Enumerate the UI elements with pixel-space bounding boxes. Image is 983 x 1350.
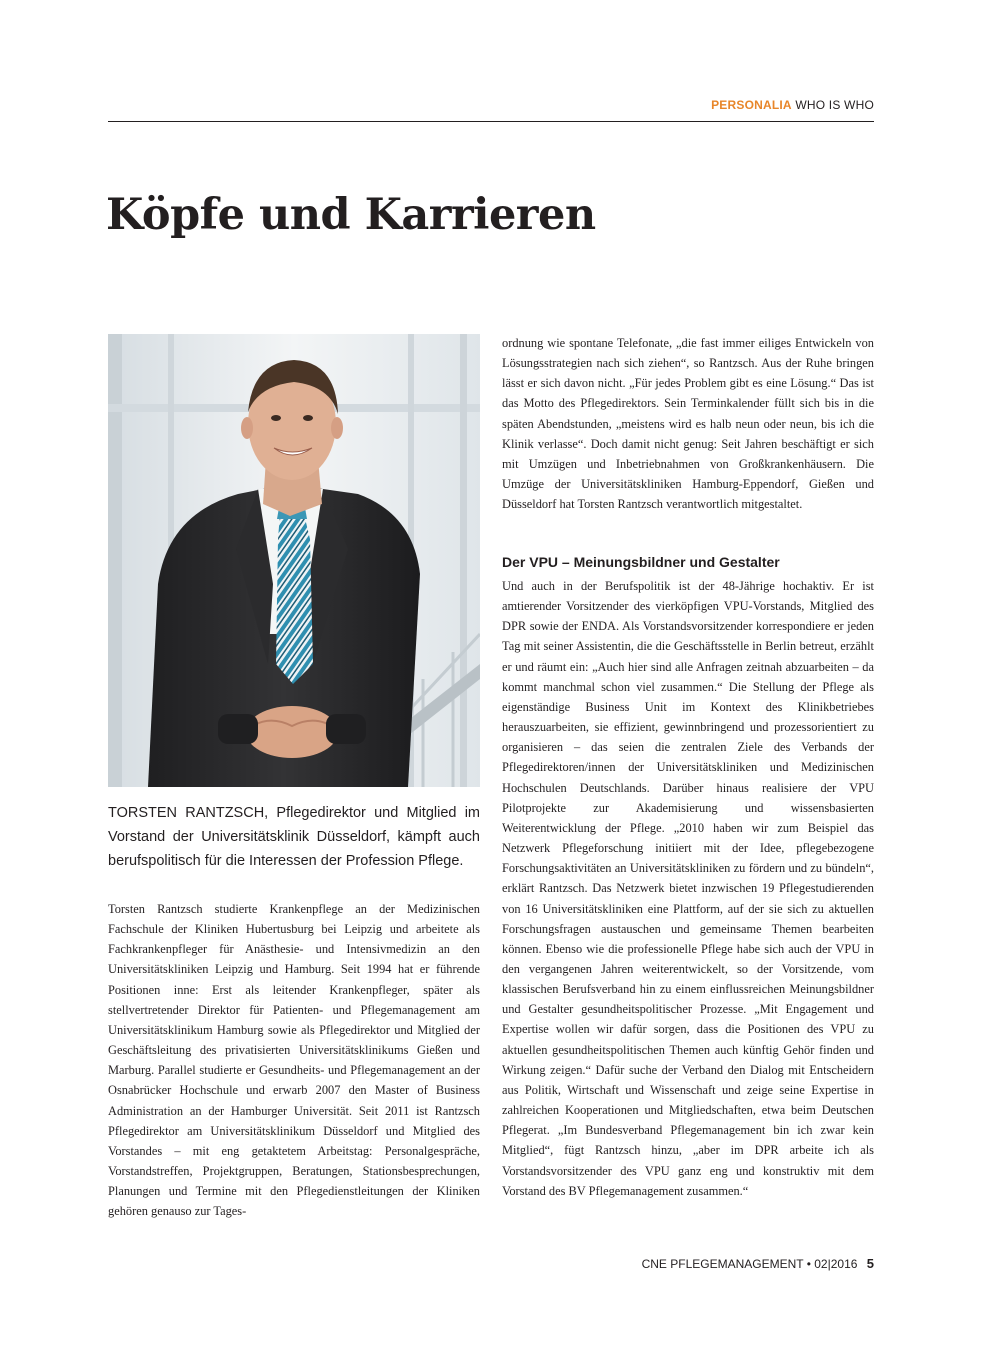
article-body-left	[108, 899, 480, 1222]
section-subheading: Der VPU – Meinungsbildner und Gestalter	[502, 554, 780, 570]
header-rule	[108, 121, 874, 122]
paragraph: Und auch in der Berufspolitik ist der 48-Jährige hochaktiv. Er ist amtierender Vorsitzender des vierköpfigen VPU-Vorstands, Mitglied des DPR sowie der ENDA. Als Vorstandsvorsitzender korrespondiere er jeden Tag mit seiner Assistentin, die die Geschäftsstelle in Berlin betreut, erzählt er und räumt ein: „Auch hier sind alle Anfragen zeitnah abzuarbeiten – da kommt manchmal schon viel zusammen.“ Die Stellung der Pflege als eigenständige Business Unit im Kontext des Klinikbetriebes herauszuarbeiten, sie effizient, gewinnbringend und prozessorientiert zu organisieren – das seien die zentralen Ziele des Verbands der Pflegedirektoren/innen der Universitätskliniken und Medizinischen Hochschulen Deutschlands. Darüber hinaus realisiere der VPU Pilotprojekte zur Akademisierung und wissensbasierten Weiterentwicklung der Pflege. „2010 haben wir zum Beispiel das Netzwerk Pflegeforschung initiiert mit der Idee, pflegebezogene Forschungsaktivitäten an Universitätskliniken zu fördern und zu bündeln“, erklärt Rantzsch. Das Netzwerk bietet inzwischen 19 Pflegestudierenden von 16 Universitätskliniken eine Plattform, auf der sie sich zu aktuellen Forschungsfragen austauschen und gemeinsame Themen bearbeiten können. Ebenso wie die professionelle Pflege habe sich auch der VPU in den vergangenen Jahren weiterentwickelt, so der Vorsitzende, vom klassischen Berufsverband hin zu einem einflussreichen Meinungsbildner und Gestalter gesundheitspolitischer Prozesse. „Mit Engagement und Expertise wollen wir dafür sorgen, dass die Positionen des VPU zu aktuellen gesundheitspolitischen Themen auch künftig Gehör finden und Wirkung zeigen.“ Dafür suche der Verband den Dialog mit Entscheidern aus Politik, Wirtschaft und Wissenschaft und zeige seine Expertise in zahlreichen Kooperationen und Mitgliedschaften, etwa beim Deutschen Pflegerat. „Im Bundesverband Pflegemanagement bin ich zwar kein Mitglied“, fügt Rantzsch hinzu, „aber im DPR arbeite ich als Vorstandsvorsitzender des VPU ganz eng und konstruktiv mit dem Vorstand des BV Pflegemanagement zusammen.“	[502, 579, 874, 1198]
paragraph: Torsten Rantzsch studierte Krankenpflege an der Medizinischen Fachschule der Kliniken Hubertusburg bei Leipzig und arbeitete als Fachkrankenpfleger für Anästhesie- und Intensivmedizin an den Universitätskliniken Leipzig und Hamburg. Seit 1994 hat er führende Positionen inne: Erst als leitender Krankenpfleger, später als stellvertretender Direktor für Patienten- und Pflegemanagement am Universitätsklinikum Hamburg sowie als Pflegedirektor und Mitglied der Geschäftsleitung des privatisierten Universitätsklinikums Gießen und Marburg. Parallel studierte er Gesundheits- und Pflegemanagement an der Osnabrücker Hochschule und erwarb 2007 den Master of Business Administration an der Hamburger Universität. Seit 2011 ist Rantzsch Pflegedirektor am Universitätsklinikum Düsseldorf und Mitglied des Vorstandes – mit eng getaktetem Arbeitstag: Personalgespräche, Vorstandstreffen, Projektgruppen, Beratungen, Stationsbesprechungen, Planungen und Termine mit den Pflegedienstleitungen der Kliniken gehören genauso zur Tages-	[108, 902, 480, 1219]
page-footer	[500, 1256, 874, 1271]
photo-caption: TORSTEN RANTZSCH, Pflegedirektor und Mitglied im Vorstand der Universitätsklinik Düsseldorf, kämpft auch berufspolitisch für die Interessen der Profession Pflege.	[108, 805, 480, 869]
article-body-right-top	[502, 333, 874, 514]
page-number: 5	[866, 1256, 874, 1271]
page-title: Köpfe und Karrieren	[106, 190, 596, 240]
section-label: PERSONALIA	[711, 98, 792, 112]
running-header	[108, 98, 874, 112]
publication-info: CNE PFLEGEMANAGEMENT • 02|2016	[641, 1257, 858, 1271]
portrait-photo	[108, 334, 480, 787]
paragraph: ordnung wie spontane Telefonate, „die fast immer eiliges Entwickeln von Lösungsstrategien nach sich ziehen“, so Rantzsch. Aus der Ruhe bringen lässt er sich davon nicht. „Für jedes Problem gibt es eine Lösung.“ Das ist das Motto des Pflegedirektors. Sein Terminkalender füllt sich bis in die späten Abendstunden, „meistens wird es halb neun oder neun, bis ich die Klinik verlasse“. Doch damit nicht genug: Seit Jahren beschäftigt er sich mit Umzügen und Inbetriebnahmen von Großkrankenhäusern. Die Umzüge der Universitätskliniken Hamburg-Eppendorf, Gießen und Düsseldorf hat Torsten Rantzsch verantwortlich mitgestaltet.	[502, 336, 874, 512]
subsection-label: WHO IS WHO	[795, 98, 874, 112]
article-body-right-bottom	[502, 576, 874, 1201]
